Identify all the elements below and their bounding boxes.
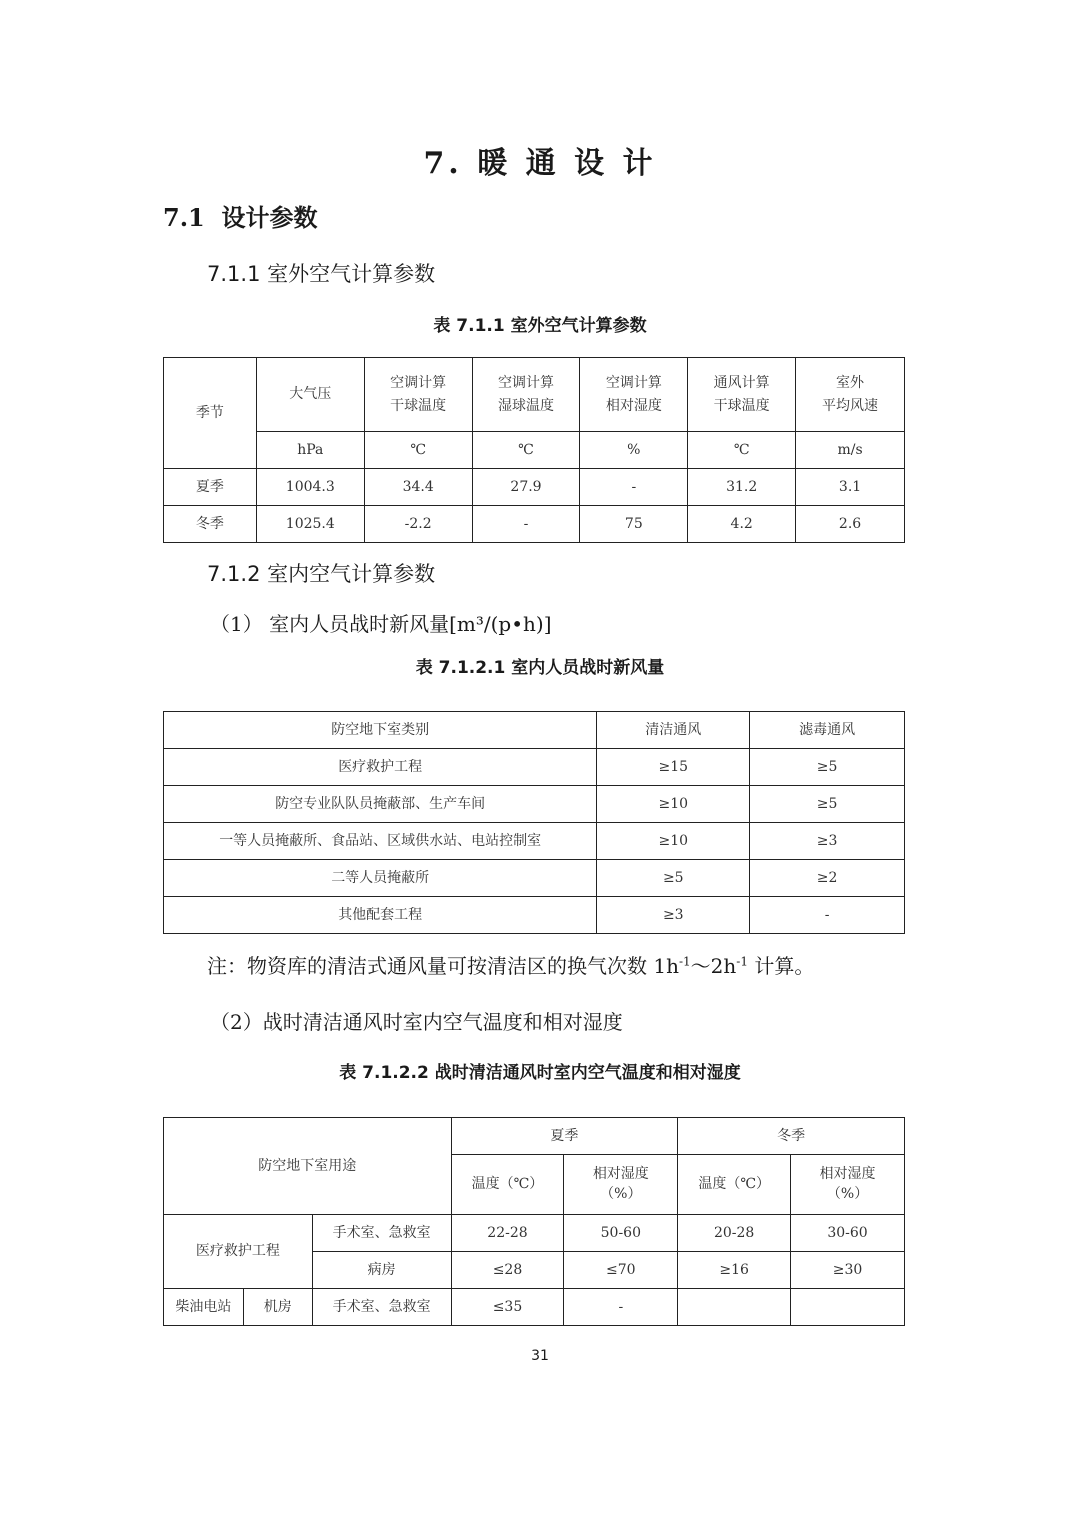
table-cell: 夏季 <box>164 469 257 506</box>
header-line: 通风计算 <box>713 375 770 392</box>
indoor-climate-table <box>163 1117 905 1326</box>
header-cell <box>796 358 905 432</box>
table-cell: 3.1 <box>796 469 905 506</box>
header-summer: 夏季 <box>451 1118 678 1155</box>
page-number: 31 <box>531 1348 549 1364</box>
table-cell: 4.2 <box>688 506 796 543</box>
table-cell: 75 <box>580 506 688 543</box>
subsection-title: 室内空气计算参数 <box>267 562 436 586</box>
table2-caption: 表 7.1.2.1 室内人员战时新风量 <box>415 658 665 678</box>
header-cell: 清洁通风 <box>597 712 750 749</box>
table-cell: ≥3 <box>750 823 905 860</box>
table-cell: - <box>750 897 905 934</box>
table-cell: -2.2 <box>364 506 472 543</box>
table-row <box>164 1289 905 1326</box>
unit-cell: m/s <box>796 432 905 469</box>
header-cell: 防空地下室类别 <box>164 712 597 749</box>
subsection-heading-1 <box>207 258 435 288</box>
header-cell <box>688 358 796 432</box>
table-row <box>164 469 905 506</box>
table3-caption: 表 7.1.2.2 战时清洁通风时室内空气温度和相对湿度 <box>339 1063 741 1083</box>
table-cell: 22-28 <box>451 1215 564 1252</box>
header-line: （%） <box>600 1185 642 1202</box>
table-cell: 30-60 <box>791 1215 905 1252</box>
table-cell: 一等人员掩蔽所、食品站、区域供水站、电站控制室 <box>164 823 597 860</box>
table-cell: 34.4 <box>364 469 472 506</box>
row-group-medical: 医疗救护工程 <box>164 1215 313 1289</box>
table-cell: - <box>580 469 688 506</box>
chapter-title: 7. 暖 通 设 计 <box>423 146 657 181</box>
table-cell: 冬季 <box>164 506 257 543</box>
table-cell: 防空专业队队员掩蔽部、生产车间 <box>164 786 597 823</box>
header-line: 湿球温度 <box>498 397 554 414</box>
table-cell: 31.2 <box>688 469 796 506</box>
table-cell: ≥10 <box>597 786 750 823</box>
table-cell: ≥5 <box>750 786 905 823</box>
header-cell: 滤毒通风 <box>750 712 905 749</box>
table-cell: 其他配套工程 <box>164 897 597 934</box>
table-cell: ≥16 <box>678 1252 791 1289</box>
table-cell: 50-60 <box>564 1215 678 1252</box>
row-group-diesel: 柴油电站 <box>164 1289 244 1326</box>
table-cell: ≥5 <box>750 749 905 786</box>
table-cell: - <box>564 1289 678 1326</box>
table-cell: 1004.3 <box>256 469 364 506</box>
note-text <box>207 950 814 979</box>
subsection-heading-2 <box>207 558 435 588</box>
header-line: 相对湿度 <box>819 1165 876 1182</box>
header-line: 干球温度 <box>390 397 447 414</box>
header-use: 防空地下室用途 <box>164 1118 452 1215</box>
table1-caption: 表 7.1.1 室外空气计算参数 <box>433 316 647 336</box>
header-season: 季节 <box>164 358 257 469</box>
table-row <box>164 823 905 860</box>
note-superscript: -1 <box>678 954 691 969</box>
header-cell <box>364 358 472 432</box>
table-cell: ≤70 <box>564 1252 678 1289</box>
section-number: 7.1 <box>163 203 205 232</box>
header-line: 相对湿度 <box>592 1165 649 1182</box>
table-row <box>164 506 905 543</box>
header-cell <box>580 358 688 432</box>
unit-cell: ℃ <box>364 432 472 469</box>
header-line: 空调计算 <box>390 375 447 392</box>
note-part: ～2h <box>690 954 737 978</box>
header-line: 空调计算 <box>605 375 662 392</box>
table-cell: ≥2 <box>750 860 905 897</box>
table-cell: ≥15 <box>597 749 750 786</box>
table-cell: ≥5 <box>597 860 750 897</box>
table-cell: ≥3 <box>597 897 750 934</box>
note-part: 计算。 <box>747 954 815 978</box>
unit-cell: ℃ <box>688 432 796 469</box>
table-cell: 机房 <box>243 1289 312 1326</box>
header-winter: 冬季 <box>678 1118 905 1155</box>
table-row <box>164 897 905 934</box>
table-cell: 2.6 <box>796 506 905 543</box>
header-pressure: 大气压 <box>256 358 364 432</box>
subsection-number: 7.1.1 <box>207 262 261 286</box>
header-rh <box>791 1155 905 1215</box>
header-cell <box>472 358 580 432</box>
header-rh <box>564 1155 678 1215</box>
item-1: （1） 室内人员战时新风量[m³/(p•h)] <box>210 612 552 636</box>
table-row <box>164 749 905 786</box>
item-2: （2）战时清洁通风时室内空气温度和相对湿度 <box>210 1010 623 1034</box>
header-temp: 温度（℃） <box>451 1155 564 1215</box>
header-line: （%） <box>826 1185 869 1202</box>
table-cell: 手术室、急救室 <box>312 1289 451 1326</box>
unit-cell: % <box>580 432 688 469</box>
table-cell: ≤28 <box>451 1252 564 1289</box>
header-line: 室外 <box>836 375 865 392</box>
unit-cell: hPa <box>256 432 364 469</box>
header-line: 干球温度 <box>713 397 770 414</box>
subsection-title: 室外空气计算参数 <box>267 262 436 286</box>
table-cell: 手术室、急救室 <box>312 1215 451 1252</box>
header-temp: 温度（℃） <box>678 1155 791 1215</box>
header-line: 空调计算 <box>498 375 554 392</box>
subsection-number: 7.1.2 <box>207 562 261 586</box>
note-superscript: -1 <box>736 954 748 969</box>
table-row <box>164 786 905 823</box>
table-cell: - <box>472 506 580 543</box>
table-row <box>164 860 905 897</box>
outdoor-parameters-table <box>163 357 905 543</box>
table-cell: 20-28 <box>678 1215 791 1252</box>
table-cell: 二等人员掩蔽所 <box>164 860 597 897</box>
table-cell: 1025.4 <box>256 506 364 543</box>
table-cell <box>791 1289 905 1326</box>
table-cell: 27.9 <box>472 469 580 506</box>
fresh-air-table <box>163 711 905 934</box>
section-title: 设计参数 <box>221 203 318 232</box>
table-row <box>164 1215 905 1252</box>
table-cell <box>678 1289 791 1326</box>
table-cell: ≤35 <box>451 1289 564 1326</box>
note-part: 注：物资库的清洁式通风量可按清洁区的换气次数 1h <box>207 954 679 978</box>
table-cell: 医疗救护工程 <box>164 749 597 786</box>
unit-cell: ℃ <box>472 432 580 469</box>
header-line: 平均风速 <box>822 397 879 414</box>
header-line: 相对湿度 <box>605 397 662 414</box>
section-heading <box>163 198 317 233</box>
table-cell: ≥30 <box>791 1252 905 1289</box>
table-cell: ≥10 <box>597 823 750 860</box>
table-cell: 病房 <box>312 1252 451 1289</box>
